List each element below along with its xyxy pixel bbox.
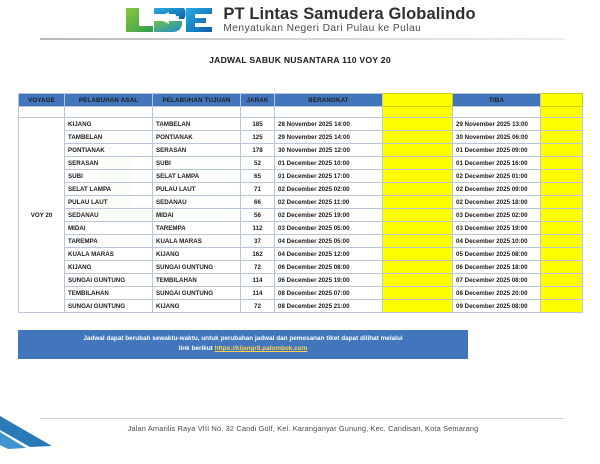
col-header-voyage: VOYAGE xyxy=(19,94,65,107)
cell-extra-1 xyxy=(383,274,453,287)
note-line-2-prefix: link berikut xyxy=(178,344,213,352)
cell-extra-1 xyxy=(383,131,453,144)
cell-pelabuhan-tujuan: KIJANG xyxy=(153,248,241,261)
cell-jarak: 72 xyxy=(241,261,275,274)
cell-jarak: 114 xyxy=(241,274,275,287)
cell-berangkat: 01 December 2025 17:00 xyxy=(275,170,383,183)
cell-tiba: 03 December 2025 19:00 xyxy=(453,222,541,235)
cell-pelabuhan-asal: PONTIANAK xyxy=(65,144,153,157)
cell-pelabuhan-tujuan: TEMBILAHAN xyxy=(153,274,241,287)
cell-berangkat: 08 December 2025 07:00 xyxy=(275,287,383,300)
cell-jarak: 185 xyxy=(241,118,275,131)
cell-pelabuhan-tujuan: TAMBELAN xyxy=(153,118,241,131)
table-row xyxy=(19,170,583,183)
cell-tiba: 01 December 2025 09:00 xyxy=(453,144,541,157)
cell-pelabuhan-asal: KIJANG xyxy=(65,118,153,131)
cell-jarak: 112 xyxy=(241,222,275,235)
cell-extra-2 xyxy=(541,170,583,183)
cell-berangkat: 08 December 2025 21:00 xyxy=(275,300,383,313)
cell-extra-1 xyxy=(383,209,453,222)
cell-jarak-spacer xyxy=(241,107,275,118)
cell-pelabuhan-asal: SELAT LAMPA xyxy=(65,183,153,196)
col-header-tiba: TIBA xyxy=(453,94,541,107)
cell-pelabuhan-tujuan: SELAT LAMPA xyxy=(153,170,241,183)
cell-extra-1 xyxy=(383,248,453,261)
cell-berangkat: 02 December 2025 19:00 xyxy=(275,209,383,222)
table-row xyxy=(19,235,583,248)
cell-pelabuhan-asal: MIDAI xyxy=(65,222,153,235)
cell-pelabuhan-asal: TAREMPA xyxy=(65,235,153,248)
cell-pelabuhan-tujuan: SUNGAI GUNTUNG xyxy=(153,261,241,274)
header-divider xyxy=(40,38,564,40)
table-spacer-row xyxy=(19,107,583,118)
cell-extra1-spacer xyxy=(383,107,453,118)
lsg-logo-icon xyxy=(124,5,216,35)
cell-extra-2 xyxy=(541,300,583,313)
cell-jarak: 71 xyxy=(241,183,275,196)
table-row xyxy=(19,209,583,222)
cell-extra2-spacer xyxy=(541,107,583,118)
cell-extra-2 xyxy=(541,144,583,157)
cell-extra-1 xyxy=(383,118,453,131)
col-header-tujuan: PELABUHAN TUJUAN xyxy=(153,94,241,107)
cell-pelabuhan-asal: SERASAN xyxy=(65,157,153,170)
footer-divider xyxy=(40,418,564,419)
table-row xyxy=(19,261,583,274)
cell-pelabuhan-asal: KIJANG xyxy=(65,261,153,274)
table-header-row xyxy=(19,94,583,107)
cell-tiba: 02 December 2025 18:00 xyxy=(453,196,541,209)
cell-tujuan-spacer xyxy=(153,107,241,118)
cell-pelabuhan-tujuan: MIDAI xyxy=(153,209,241,222)
table-row xyxy=(19,222,583,235)
cell-voyage-spacer xyxy=(19,107,65,118)
schedule-table-body xyxy=(19,107,583,313)
cell-extra-2 xyxy=(541,274,583,287)
col-header-jarak: JARAK xyxy=(241,94,275,107)
cell-extra-1 xyxy=(383,157,453,170)
cell-pelabuhan-asal: SEDANAU xyxy=(65,209,153,222)
cell-pelabuhan-tujuan: SUNGAI GUNTUNG xyxy=(153,287,241,300)
table-row xyxy=(19,248,583,261)
schedule-note xyxy=(18,330,468,359)
cell-jarak: 52 xyxy=(241,157,275,170)
cell-pelabuhan-tujuan: PONTIANAK xyxy=(153,131,241,144)
table-row xyxy=(19,144,583,157)
col-header-extra-2 xyxy=(541,94,583,107)
table-row xyxy=(19,118,583,131)
schedule-table xyxy=(18,93,583,313)
cell-jarak: 66 xyxy=(241,196,275,209)
booking-link[interactable]: https://kijangr8.palombok.com xyxy=(214,344,308,352)
cell-extra-2 xyxy=(541,196,583,209)
cell-extra-1 xyxy=(383,144,453,157)
cell-berangkat: 06 December 2025 08:00 xyxy=(275,261,383,274)
cell-extra-1 xyxy=(383,196,453,209)
cell-berangkat: 30 November 2025 12:00 xyxy=(275,144,383,157)
cell-pelabuhan-tujuan: SUBI xyxy=(153,157,241,170)
col-header-extra-1 xyxy=(383,94,453,107)
cell-pelabuhan-tujuan: PULAU LAUT xyxy=(153,183,241,196)
cell-tiba: 01 December 2025 16:00 xyxy=(453,157,541,170)
cell-tiba: 02 December 2025 09:00 xyxy=(453,183,541,196)
cell-tiba: 05 December 2025 08:00 xyxy=(453,248,541,261)
cell-pelabuhan-asal: SUNGAI GUNTUNG xyxy=(65,300,153,313)
cell-berangkat: 02 December 2025 11:00 xyxy=(275,196,383,209)
table-row xyxy=(19,300,583,313)
cell-voyage: VOY 20 xyxy=(19,118,65,313)
cell-berangkat: 04 December 2025 05:00 xyxy=(275,235,383,248)
cell-tiba: 02 December 2025 01:00 xyxy=(453,170,541,183)
cell-pelabuhan-asal: SUNGAI GUNTUNG xyxy=(65,274,153,287)
table-row xyxy=(19,157,583,170)
cell-pelabuhan-asal: KUALA MARAS xyxy=(65,248,153,261)
col-header-asal: PELABUHAN ASAL xyxy=(65,94,153,107)
table-row xyxy=(19,287,583,300)
cell-berangkat: 28 November 2025 14:00 xyxy=(275,118,383,131)
cell-pelabuhan-tujuan: KUALA MARAS xyxy=(153,235,241,248)
cell-extra-2 xyxy=(541,157,583,170)
cell-pelabuhan-tujuan: TAREMPA xyxy=(153,222,241,235)
cell-pelabuhan-tujuan: KIJANG xyxy=(153,300,241,313)
note-line-1: Jadwal dapat berubah sewaktu-waktu, untuk perubahan jadwal dan pemesanan tiket dapat dilihat melalui xyxy=(83,335,403,342)
company-tagline: Menyatukan Negeri Dari Pulau ke Pulau xyxy=(223,23,422,35)
cell-extra-2 xyxy=(541,131,583,144)
cell-berangkat: 29 November 2025 14:00 xyxy=(275,131,383,144)
cell-berangkat: 04 December 2025 12:00 xyxy=(275,248,383,261)
cell-extra-1 xyxy=(383,235,453,248)
cell-jarak: 72 xyxy=(241,300,275,313)
table-row xyxy=(19,183,583,196)
table-row xyxy=(19,131,583,144)
cell-extra-2 xyxy=(541,222,583,235)
cell-tiba: 09 December 2025 08:00 xyxy=(453,300,541,313)
cell-extra-2 xyxy=(541,248,583,261)
cell-jarak: 125 xyxy=(241,131,275,144)
cell-pelabuhan-asal: SUBI xyxy=(65,170,153,183)
cell-jarak: 114 xyxy=(241,287,275,300)
cell-tiba: 07 December 2025 08:00 xyxy=(453,274,541,287)
cell-extra-1 xyxy=(383,222,453,235)
cell-jarak: 162 xyxy=(241,248,275,261)
cell-berangkat: 03 December 2025 05:00 xyxy=(275,222,383,235)
cell-pelabuhan-asal: PULAU LAUT xyxy=(65,196,153,209)
cell-pelabuhan-tujuan: SERASAN xyxy=(153,144,241,157)
document-header xyxy=(0,0,600,40)
cell-pelabuhan-asal: TAMBELAN xyxy=(65,131,153,144)
cell-tiba: 08 December 2025 20:00 xyxy=(453,287,541,300)
cell-extra-1 xyxy=(383,287,453,300)
cell-extra-2 xyxy=(541,261,583,274)
cell-extra-2 xyxy=(541,183,583,196)
company-name: PT Lintas Samudera Globalindo xyxy=(223,4,476,23)
cell-extra-1 xyxy=(383,183,453,196)
cell-tiba: 29 November 2025 13:00 xyxy=(453,118,541,131)
cell-extra-2 xyxy=(541,235,583,248)
table-row xyxy=(19,196,583,209)
cell-asal-spacer xyxy=(65,107,153,118)
cell-berangkat-spacer xyxy=(275,107,383,118)
cell-tiba-spacer xyxy=(453,107,541,118)
cell-extra-1 xyxy=(383,170,453,183)
cell-extra-1 xyxy=(383,261,453,274)
col-header-berangkat: BERANGKAT xyxy=(275,94,383,107)
cell-pelabuhan-asal: TEMBILAHAN xyxy=(65,287,153,300)
cell-extra-2 xyxy=(541,287,583,300)
cell-jarak: 178 xyxy=(241,144,275,157)
page-title: JADWAL SABUK NUSANTARA 110 VOY 20 xyxy=(209,55,391,65)
cell-extra-2 xyxy=(541,118,583,131)
cell-jarak: 56 xyxy=(241,209,275,222)
cell-tiba: 03 December 2025 02:00 xyxy=(453,209,541,222)
cell-jarak: 65 xyxy=(241,170,275,183)
cell-berangkat: 02 December 2025 02:00 xyxy=(275,183,383,196)
cell-extra-2 xyxy=(541,209,583,222)
footer-address: Jalan Amarilis Raya VIII No. 32 Candi Golf, Kel. Karanganyar Gunung, Kec. Candisari, Kota Semarang xyxy=(127,424,479,433)
cell-jarak: 37 xyxy=(241,235,275,248)
table-row xyxy=(19,274,583,287)
cell-pelabuhan-tujuan: SEDANAU xyxy=(153,196,241,209)
cell-berangkat: 01 December 2025 10:00 xyxy=(275,157,383,170)
schedule-table-wrap xyxy=(18,93,582,313)
cell-extra-1 xyxy=(383,300,453,313)
cell-tiba: 30 November 2025 06:00 xyxy=(453,131,541,144)
cell-tiba: 04 December 2025 10:00 xyxy=(453,235,541,248)
cell-berangkat: 06 December 2025 19:00 xyxy=(275,274,383,287)
cell-tiba: 06 December 2025 18:00 xyxy=(453,261,541,274)
